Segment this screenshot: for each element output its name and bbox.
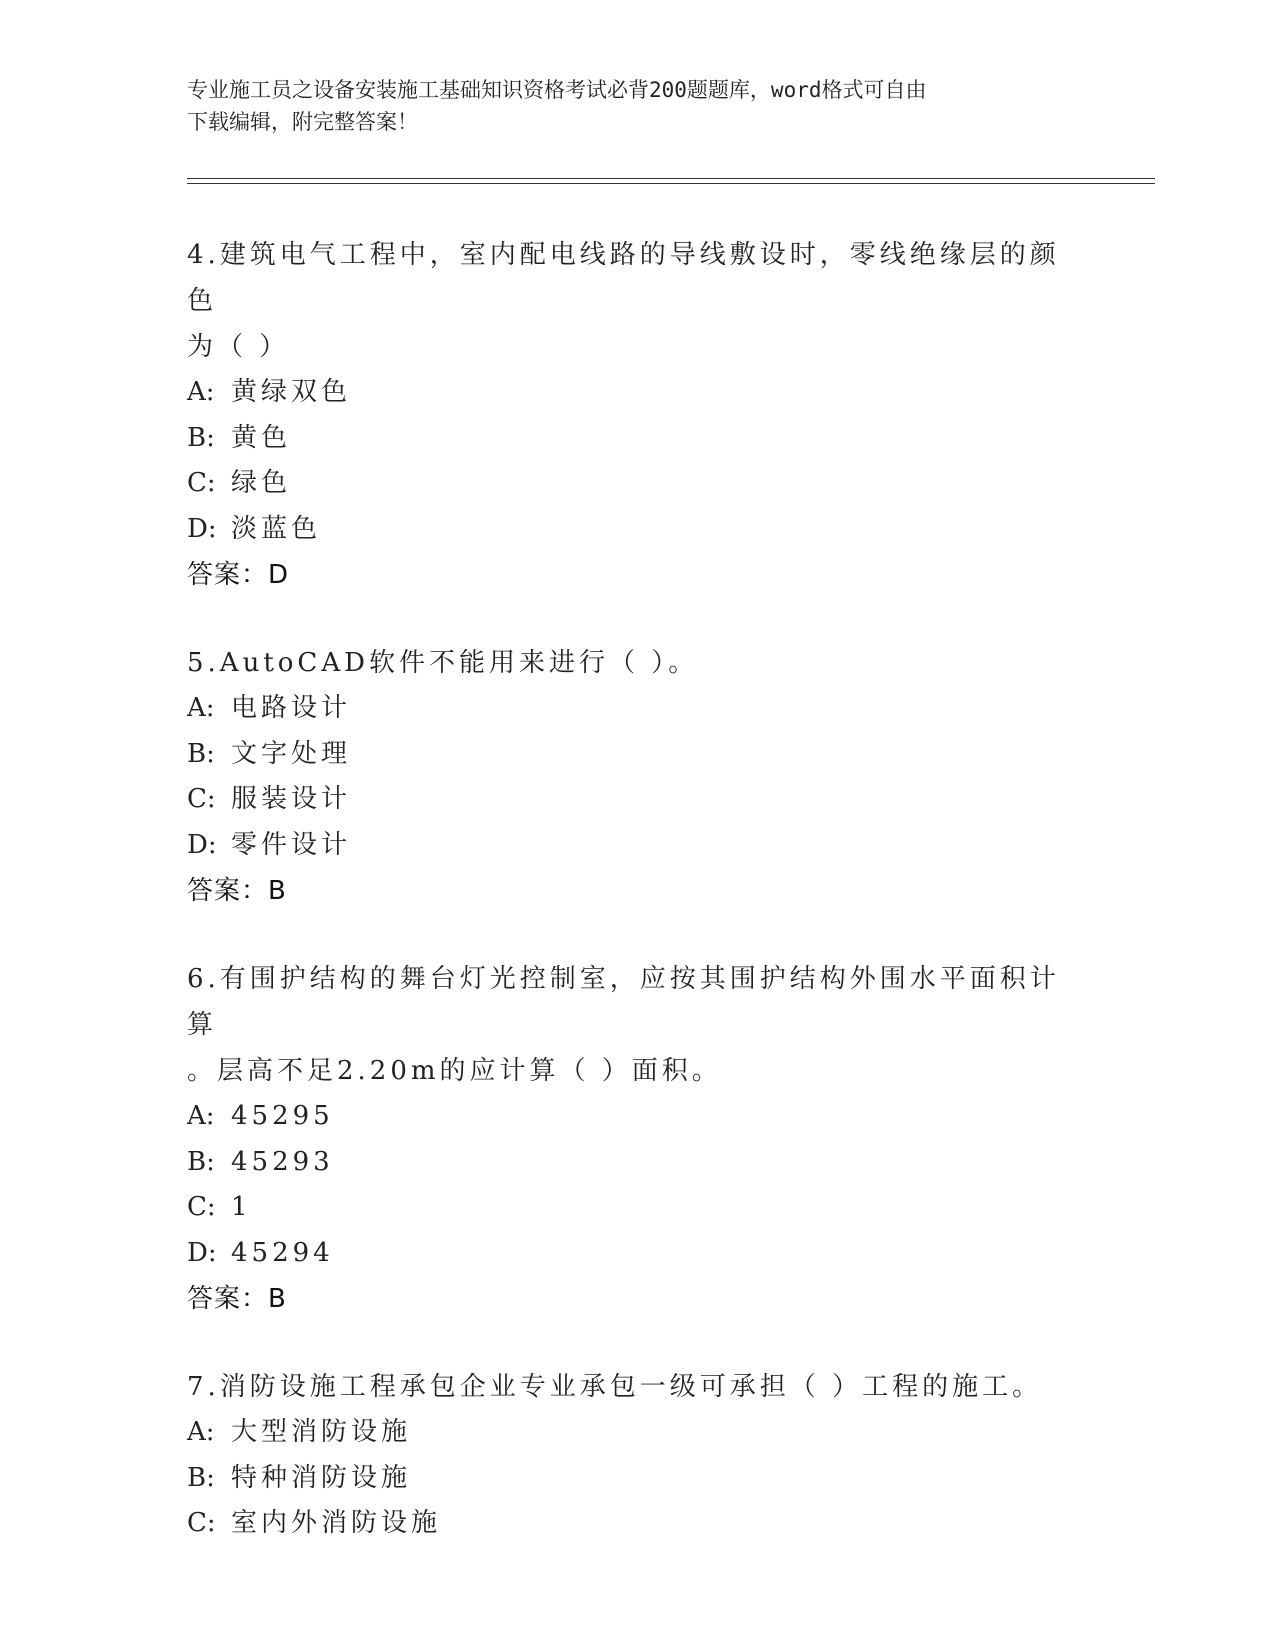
option-a [187, 686, 1067, 732]
option-c [187, 777, 1067, 823]
question-list [187, 232, 1067, 1589]
document-header [187, 74, 1087, 138]
option-letter: A: [187, 1101, 215, 1131]
answer-line: 答案：D [187, 560, 290, 590]
option-text: 绿色 [231, 468, 292, 498]
option-letter: C: [187, 784, 216, 814]
question-7 [187, 1364, 1067, 1547]
option-b [187, 416, 1067, 462]
option-a [187, 1410, 1067, 1456]
option-letter: B: [187, 1462, 215, 1493]
header-divider-top [187, 178, 1155, 179]
option-c [187, 461, 1067, 507]
question-text: 4.建筑电气工程中，室内配电线路的导线敷设时，零线绝缘层的颜色 [187, 240, 1060, 316]
option-text: 45293 [231, 1146, 334, 1177]
option-text: 大型消防设施 [231, 1417, 412, 1447]
option-text: 零件设计 [231, 829, 352, 860]
option-b [187, 732, 1067, 778]
question-text: 5.AutoCAD软件不能用来进行（ ）。 [187, 648, 699, 678]
option-text: 电路设计 [231, 693, 352, 723]
question-text: 7.消防设施工程承包企业专业承包一级可承担（ ）工程的施工。 [187, 1372, 1043, 1402]
option-letter: C: [187, 468, 216, 498]
option-letter: C: [187, 1192, 216, 1222]
option-letter: D: [187, 1237, 217, 1268]
option-text: 文字处理 [231, 738, 352, 769]
question-6 [187, 956, 1067, 1322]
option-letter: C: [187, 1508, 216, 1538]
option-letter: D: [187, 829, 217, 860]
option-a [187, 1094, 1067, 1140]
option-b [187, 1140, 1067, 1186]
option-text: 黄色 [231, 422, 292, 453]
header-line-2: 下载编辑，附完整答案！ [187, 110, 418, 134]
option-text: 45294 [231, 1237, 334, 1268]
option-d [187, 507, 1067, 553]
option-text: 服装设计 [231, 784, 352, 814]
option-d [187, 823, 1067, 869]
header-line-1: 专业施工员之设备安装施工基础知识资格考试必背200题题库，word格式可自由 [187, 78, 927, 102]
question-4 [187, 232, 1067, 598]
question-text-continued: 。层高不足2.20m的应计算（ ）面积。 [187, 1056, 722, 1086]
option-letter: B: [187, 422, 215, 453]
header-divider-bottom [187, 183, 1155, 184]
answer-line: 答案：B [187, 876, 287, 906]
option-letter: D: [187, 513, 217, 544]
option-text: 黄绿双色 [231, 377, 352, 407]
option-letter: B: [187, 1146, 215, 1177]
option-c [187, 1501, 1067, 1547]
option-letter: A: [187, 377, 215, 407]
option-text: 特种消防设施 [231, 1462, 412, 1493]
question-5 [187, 640, 1067, 914]
option-text: 45295 [231, 1101, 334, 1131]
option-a [187, 370, 1067, 416]
question-text-continued: 为（ ） [187, 332, 290, 362]
option-letter: A: [187, 1417, 215, 1447]
option-d [187, 1231, 1067, 1277]
option-c [187, 1185, 1067, 1231]
option-letter: A: [187, 693, 215, 723]
option-text: 1 [231, 1192, 252, 1222]
option-text: 淡蓝色 [231, 513, 322, 544]
answer-line: 答案：B [187, 1284, 287, 1314]
question-text: 6.有围护结构的舞台灯光控制室，应按其围护结构外围水平面积计算 [187, 964, 1060, 1040]
option-letter: B: [187, 738, 215, 769]
option-b [187, 1456, 1067, 1502]
option-text: 室内外消防设施 [231, 1508, 442, 1538]
